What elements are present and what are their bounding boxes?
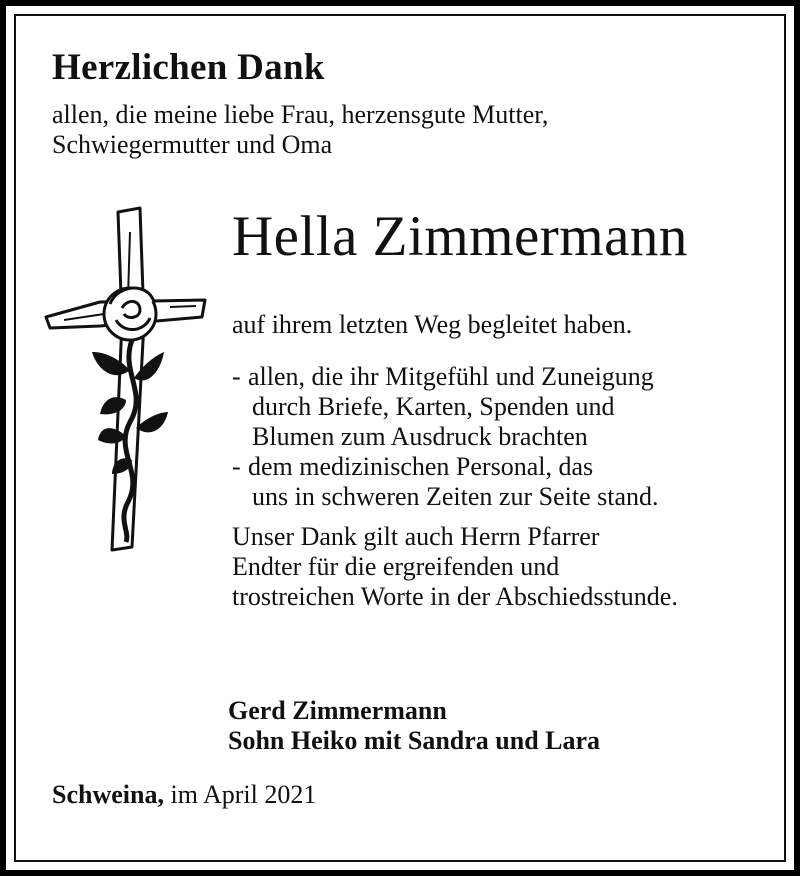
list-line: durch Briefe, Karten, Spenden und <box>252 392 615 421</box>
place-date <box>52 780 316 810</box>
list-line: uns in schweren Zeiten zur Seite stand. <box>252 482 659 511</box>
list-line: Blumen zum Ausdruck brachten <box>252 422 588 451</box>
signers <box>228 696 600 756</box>
pastor-thanks <box>232 522 678 612</box>
accompanied-text: auf ihrem letzten Weg begleitet haben. <box>232 310 633 339</box>
pastor-thanks-line: trostreichen Worte in der Abschiedsstunde. <box>232 582 678 611</box>
list-item <box>232 362 659 452</box>
signer-line: Gerd Zimmermann <box>228 696 447 725</box>
obituary-card <box>6 6 794 870</box>
pastor-thanks-line: Unser Dank gilt auch Herrn Pfarrer <box>232 522 600 551</box>
date: im April 2021 <box>170 780 317 809</box>
signer-line: Sohn Heiko mit Sandra und Lara <box>228 726 601 755</box>
list-line: dem medizinischen Personal, das <box>248 452 594 481</box>
pastor-thanks-line: Endter für die ergreifenden und <box>232 552 560 581</box>
list-dash: - <box>232 362 241 391</box>
list-dash: - <box>232 452 241 481</box>
list-line: allen, die ihr Mitgefühl und Zuneigung <box>248 362 654 391</box>
heading: Herzlichen Dank <box>52 47 325 88</box>
intro-line: allen, die meine liebe Frau, herzensgute Mutter, <box>52 100 549 129</box>
deceased-name: Hella Zimmermann <box>232 205 688 268</box>
thanks-list <box>232 362 659 512</box>
list-item <box>232 452 659 512</box>
place: Schweina, <box>52 780 164 809</box>
intro-line: Schwiegermutter und Oma <box>52 130 333 159</box>
intro-text <box>52 100 548 160</box>
cross-with-rose-icon <box>40 202 220 562</box>
